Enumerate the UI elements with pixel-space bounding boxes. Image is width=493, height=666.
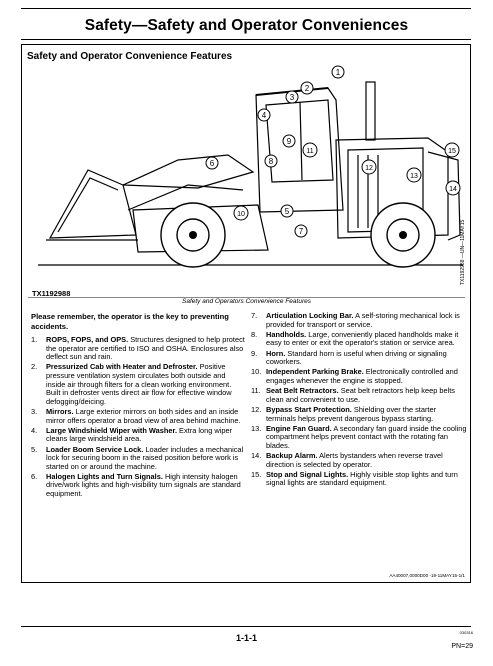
callout-13	[407, 168, 421, 182]
svg-text:13: 13	[410, 173, 418, 180]
title-underline	[21, 39, 471, 40]
list-item: 9. Horn. Standard horn is useful when driving or signaling coworkers.	[251, 348, 447, 367]
svg-text:1: 1	[335, 68, 341, 77]
svg-text:2: 2	[304, 84, 310, 93]
figure-caption: Safety and Operators Convenience Features	[182, 298, 311, 305]
feature-list-left	[31, 336, 245, 500]
svg-text:9: 9	[286, 137, 292, 146]
callout-14	[446, 181, 460, 195]
page-number: 1-1-1	[235, 633, 257, 643]
svg-text:3: 3	[289, 93, 295, 102]
svg-text:5: 5	[284, 207, 290, 216]
svg-text:11: 11	[306, 148, 314, 155]
list-item: 10. Independent Parking Brake. Electronically controlled and engages whenever the engine is stopped.	[251, 367, 458, 385]
callout-15	[445, 143, 459, 157]
svg-text:7: 7	[298, 227, 304, 236]
list-item: 14. Backup Alarm. Alerts bystanders when reverse travel direction is selected by operator.	[251, 451, 443, 469]
list-item: 1. ROPS, FOPS, and OPS. Structures designed to help protect the operator are certified to ISO and OSHA. Enclosures also deflect sun and rain.	[31, 335, 245, 362]
list-item: 8. Handholds. Large, conveniently placed handholds make it easy to enter or exit the operator's station or service area.	[251, 329, 459, 348]
wheel-loader-illustration	[28, 60, 468, 290]
footer-date-code: 030316	[459, 630, 473, 635]
callout-1	[332, 66, 344, 78]
list-item: 11. Seat Belt Retractors. Seat belt retractors help keep belts clean and convenient to use.	[251, 386, 455, 404]
svg-text:4: 4	[261, 111, 267, 120]
callout-6	[206, 157, 218, 169]
footer-rule	[21, 626, 471, 627]
svg-text:10: 10	[237, 211, 245, 218]
list-item: 13. Engine Fan Guard. A secondary fan guard inside the cooling compartment helps prevent contact with the rotating fan blades.	[251, 423, 467, 450]
top-rule	[21, 8, 471, 9]
feature-list-right	[251, 312, 468, 490]
page-title: Safety—Safety and Operator Conveniences	[84, 17, 409, 34]
figure-id: TX1192988	[32, 289, 71, 298]
callout-12	[362, 160, 376, 174]
section-title: Safety and Operator Convenience Features	[27, 51, 233, 62]
callout-8	[265, 155, 277, 167]
svg-text:12: 12	[365, 165, 373, 172]
list-item: 12. Bypass Start Protection. Shielding over the starter terminals helps prevent dangerous bypass starting.	[251, 404, 437, 423]
svg-text:14: 14	[449, 186, 457, 193]
callout-4	[258, 109, 270, 121]
footer-pn: PN=29	[451, 643, 473, 650]
callout-5	[281, 205, 293, 217]
intro-text: Please remember, the operator is the key to preventing accidents.	[31, 312, 229, 331]
svg-text:8: 8	[268, 157, 274, 166]
callout-9	[283, 135, 295, 147]
svg-text:6: 6	[209, 159, 215, 168]
list-item: 3. Mirrors. Large exterior mirrors on both sides and an inside mirror offers operator a broad view of area behind machine.	[31, 406, 241, 425]
reference-code: AA40007,0000D00 -19-11MAY15-1/1	[389, 573, 465, 578]
list-item: 4. Large Windshield Wiper with Washer. Extra long wiper cleans large windshield area.	[31, 425, 233, 444]
svg-text:15: 15	[448, 148, 456, 155]
callout-10	[234, 206, 248, 220]
callout-3	[286, 91, 298, 103]
list-item: 5. Loader Boom Service Lock. Loader includes a mechanical lock for securing boom in the raised position before work is started on or around the machine.	[31, 444, 244, 471]
callout-2	[301, 82, 313, 94]
list-item: 2. Pressurized Cab with Heater and Defroster. Positive pressure ventilation system circulates both outside and inside air through filters for a clean working environment. Built in defroster vents direct air flow for effective window defogging/deicing.	[31, 362, 232, 406]
list-item: 6. Halogen Lights and Turn Signals. High intensity halogen drive/work lights and high-visibility turn signals are standard equipment.	[31, 471, 241, 499]
callout-11	[303, 143, 317, 157]
figure-side-code: TX1192988 —UN—11MAY15	[460, 219, 466, 285]
list-item: 7. Articulation Locking Bar. A self-storing mechanical lock is provided for transport or service.	[251, 311, 460, 329]
list-item: 15. Stop and Signal Lights. Highly visible stop lights and turn signal lights are standard equipment.	[251, 469, 458, 488]
callout-7	[295, 225, 307, 237]
